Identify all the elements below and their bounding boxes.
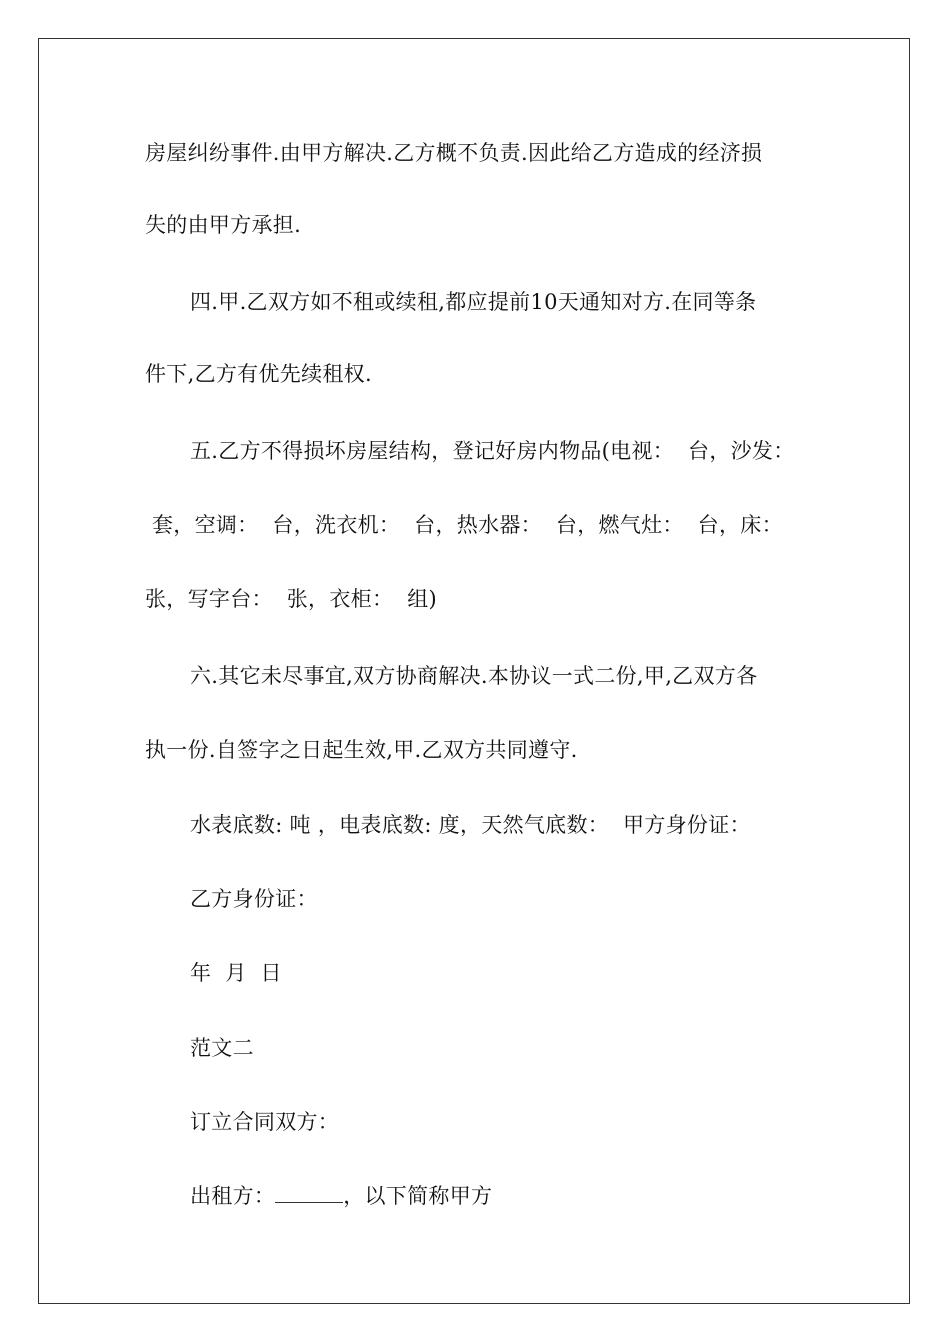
contract-parties-heading: 订立合同双方： — [190, 1110, 340, 1134]
clause-4-line-1: 四.甲.乙双方如不租或续租,都应提前10天通知对方.在同等条 — [190, 290, 757, 314]
clause-5-line-3: 张，写字台： 张，衣柜： 组) — [145, 587, 437, 611]
clause-5-line-1: 五.乙方不得损坏房屋结构，登记好房内物品(电视： 台，沙发： — [190, 439, 795, 463]
paragraph-3-line-1: 房屋纠纷事件.由甲方解决.乙方概不负责.因此给乙方造成的经济损 — [145, 141, 763, 165]
lessor-suffix: ，以下简称甲方 — [343, 1184, 493, 1208]
paragraph-3-line-2: 失的由甲方承担. — [145, 213, 302, 237]
lessor-label: 出租方： — [190, 1184, 276, 1208]
clause-6-line-1: 六.其它未尽事宜,双方协商解决.本协议一式二份,甲,乙双方各 — [190, 664, 758, 688]
clause-6-line-2: 执一份.自签字之日起生效,甲.乙双方共同遵守. — [145, 738, 578, 762]
lessor-name-blank[interactable] — [275, 1184, 343, 1203]
meter-readings-line: 水表底数: 吨 ，电表底数: 度，天然气底数： 甲方身份证： — [190, 813, 751, 837]
clause-4-line-2: 件下,乙方有优先续租权. — [145, 362, 372, 386]
clause-5-line-2: 套，空调： 台，洗衣机： 台，热水器： 台，燃气灶： 台，床： — [145, 513, 783, 537]
date-line: 年 月 日 — [190, 961, 282, 985]
lessor-line — [190, 1181, 492, 1211]
party-b-id-line: 乙方身份证： — [190, 887, 318, 911]
sample-two-heading: 范文二 — [190, 1036, 254, 1060]
